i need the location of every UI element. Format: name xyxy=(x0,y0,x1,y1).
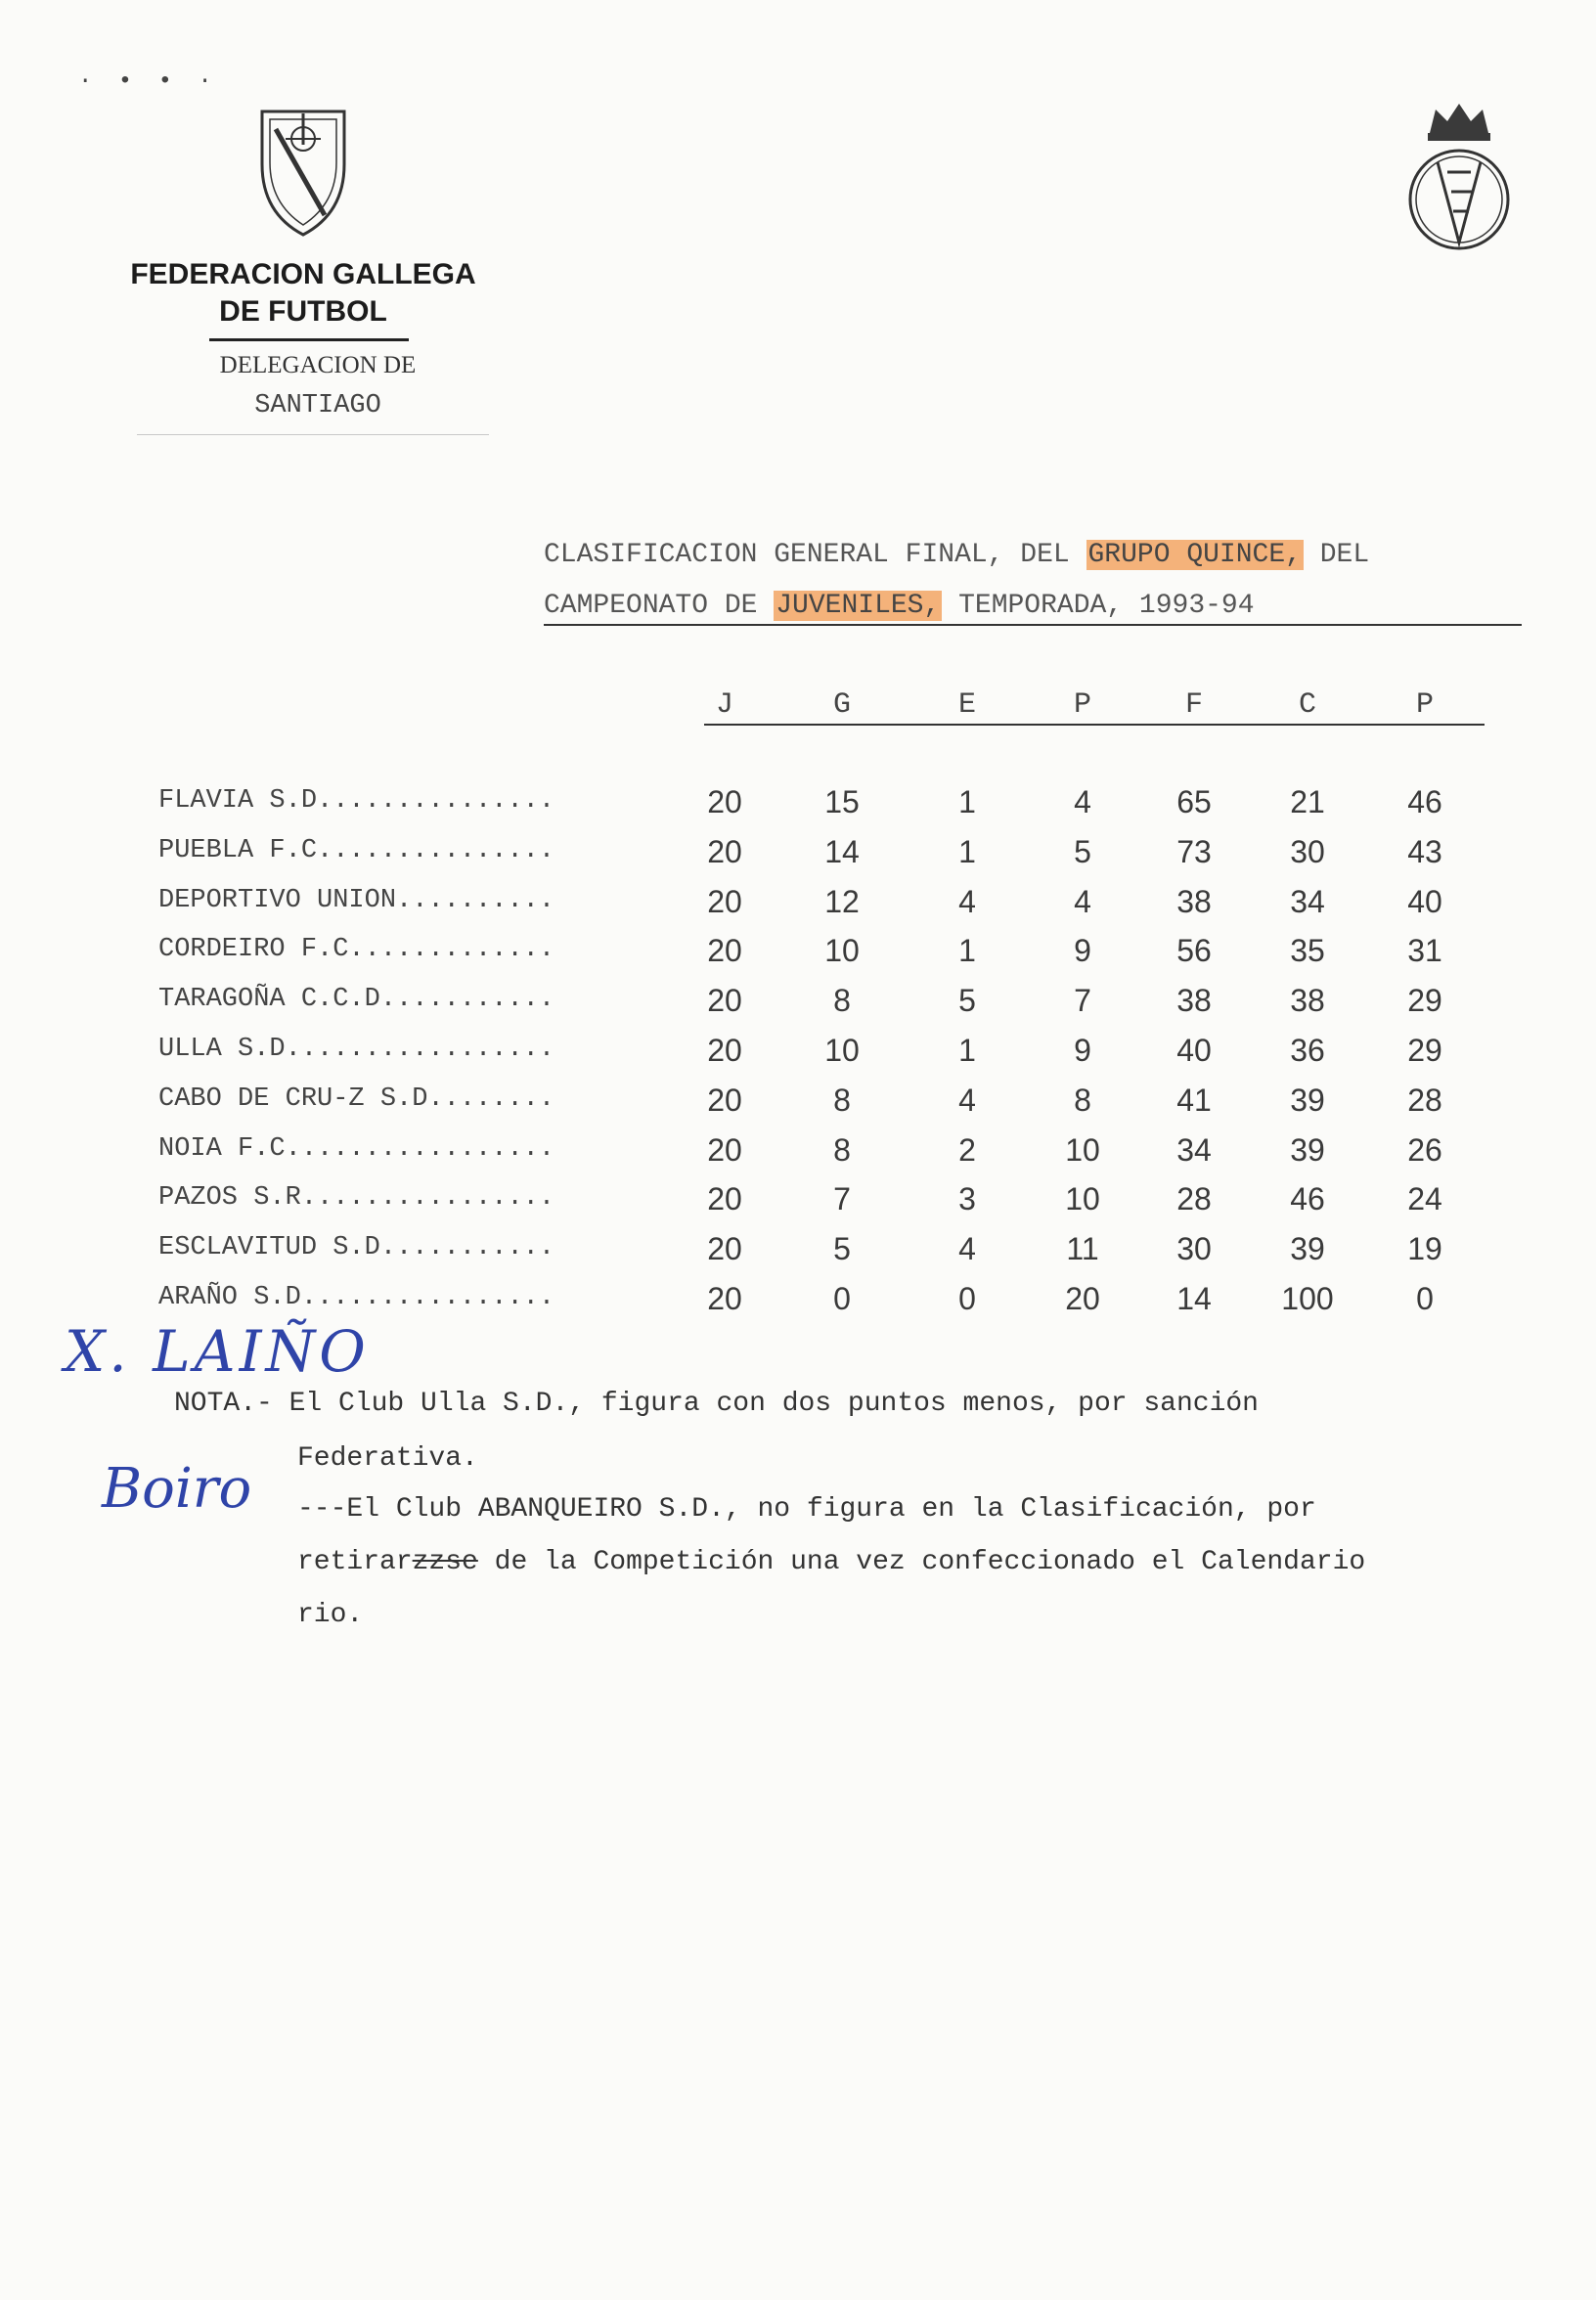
column-header: G xyxy=(832,688,851,722)
table-cell: 4 xyxy=(958,883,976,919)
table-cell: 56 xyxy=(1176,933,1212,969)
table-cell: 20 xyxy=(707,1281,742,1316)
table-cell: 10 xyxy=(824,933,860,969)
table-cell: 20 xyxy=(707,1082,742,1118)
table-cell: 20 xyxy=(707,1181,742,1217)
federation-name-line2: DE FUTBOL xyxy=(219,295,387,328)
column-header: P xyxy=(1073,688,1091,722)
table-cell: 4 xyxy=(1074,784,1091,819)
team-name: ARAÑO S.D................ xyxy=(158,1283,555,1312)
table-cell: 10 xyxy=(1065,1181,1100,1217)
federacion-gallega-shield-icon xyxy=(256,106,350,239)
team-name: PAZOS S.R................ xyxy=(158,1183,555,1214)
heading-line1-end: DEL xyxy=(1303,540,1370,570)
table-cell: 3 xyxy=(958,1181,976,1217)
column-header: P xyxy=(1415,688,1434,722)
table-cell: 30 xyxy=(1176,1231,1212,1267)
table-cell: 41 xyxy=(1176,1082,1212,1118)
heading-line2 xyxy=(544,591,1255,621)
table-cell: 19 xyxy=(1407,1231,1442,1267)
note-line4-start: retirar xyxy=(297,1547,413,1577)
table-cell: 28 xyxy=(1176,1181,1212,1217)
table-cell: 39 xyxy=(1290,1082,1325,1118)
table-cell: 0 xyxy=(958,1281,976,1316)
table-cell: 29 xyxy=(1407,983,1442,1019)
table-cell: 12 xyxy=(824,883,860,919)
table-cell: 9 xyxy=(1074,1033,1091,1068)
federation-name xyxy=(59,256,548,331)
table-cell: 73 xyxy=(1176,833,1212,869)
note-line4-end: de la Competición una vez confeccionado el Calendario xyxy=(477,1547,1366,1577)
column-header: E xyxy=(957,688,976,722)
team-name: ESCLAVITUD S.D........... xyxy=(158,1233,555,1263)
table-cell: 28 xyxy=(1407,1082,1442,1118)
table-cell: 24 xyxy=(1407,1181,1442,1217)
table-header-rule xyxy=(704,724,1485,726)
table-cell: 38 xyxy=(1176,983,1212,1019)
table-cell: 40 xyxy=(1407,883,1442,919)
heading-line1 xyxy=(544,540,1369,570)
table-cell: 7 xyxy=(1074,983,1091,1019)
table-cell: 5 xyxy=(1074,833,1091,869)
heading-underline xyxy=(544,624,1522,626)
table-cell: 20 xyxy=(707,1131,742,1168)
table-cell: 20 xyxy=(707,933,742,969)
rfef-crest-icon xyxy=(1400,90,1518,254)
column-header: J xyxy=(715,688,733,722)
table-cell: 39 xyxy=(1290,1231,1325,1267)
table-cell: 9 xyxy=(1074,933,1091,969)
table-cell: 46 xyxy=(1407,784,1442,819)
column-header: F xyxy=(1184,688,1203,722)
team-name: FLAVIA S.D............... xyxy=(158,786,555,816)
heading-line2-season: TEMPORADA, 1993-94 xyxy=(942,591,1255,621)
table-cell: 20 xyxy=(707,983,742,1019)
table-cell: 8 xyxy=(833,983,851,1019)
note-line4 xyxy=(297,1547,1365,1577)
note-line1: NOTA.- El Club Ulla S.D., figura con dos puntos menos, por sanción xyxy=(174,1389,1259,1419)
table-cell: 20 xyxy=(707,833,742,869)
delegation-city: SANTIAGO xyxy=(254,391,381,420)
table-cell: 14 xyxy=(824,833,860,869)
table-cell: 1 xyxy=(958,1033,976,1068)
table-cell: 2 xyxy=(958,1131,976,1168)
table-cell: 38 xyxy=(1290,983,1325,1019)
table-cell: 1 xyxy=(958,833,976,869)
table-cell: 5 xyxy=(958,983,976,1019)
handwritten-town: Boiro xyxy=(102,1457,252,1521)
table-cell: 4 xyxy=(958,1082,976,1118)
table-cell: 21 xyxy=(1290,784,1325,819)
team-name: CORDEIRO F.C............. xyxy=(158,935,555,965)
handwritten-name: X. LAIÑO xyxy=(65,1318,370,1385)
team-name: DEPORTIVO UNION.......... xyxy=(158,885,555,915)
column-header: C xyxy=(1298,688,1316,722)
table-cell: 7 xyxy=(833,1181,851,1217)
heading-line1-text: CLASIFICACION GENERAL FINAL, DEL xyxy=(544,540,1086,570)
table-cell: 31 xyxy=(1407,933,1442,969)
table-cell: 39 xyxy=(1290,1131,1325,1168)
heading-highlight-category: JUVENILES, xyxy=(776,591,941,621)
table-cell: 65 xyxy=(1176,784,1212,819)
table-cell: 20 xyxy=(707,784,742,819)
table-cell: 100 xyxy=(1281,1281,1334,1316)
table-cell: 34 xyxy=(1290,883,1325,919)
heading-highlight-group: GRUPO QUINCE, xyxy=(1087,540,1302,570)
table-cell: 1 xyxy=(958,784,976,819)
table-cell: 8 xyxy=(833,1131,851,1168)
note-struck-text: zzse xyxy=(412,1547,478,1577)
table-cell: 14 xyxy=(1176,1281,1212,1316)
table-cell: 35 xyxy=(1290,933,1325,969)
table-cell: 43 xyxy=(1407,833,1442,869)
table-cell: 40 xyxy=(1176,1033,1212,1068)
team-name: CABO DE CRU-Z S.D........ xyxy=(158,1084,555,1114)
table-cell: 20 xyxy=(707,1033,742,1068)
table-cell: 46 xyxy=(1290,1181,1325,1217)
table-cell: 0 xyxy=(1416,1281,1434,1316)
note-line2: Federativa. xyxy=(297,1443,478,1474)
table-cell: 15 xyxy=(824,784,860,819)
table-cell: 36 xyxy=(1290,1033,1325,1068)
letterhead-divider xyxy=(137,434,489,435)
table-cell: 11 xyxy=(1066,1231,1099,1267)
heading-line2-text: CAMPEONATO DE xyxy=(544,591,775,621)
table-cell: 26 xyxy=(1407,1131,1442,1168)
table-cell: 5 xyxy=(833,1231,851,1267)
table-cell: 20 xyxy=(707,883,742,919)
team-name: PUEBLA F.C............... xyxy=(158,835,555,865)
table-cell: 20 xyxy=(1065,1281,1100,1316)
table-cell: 10 xyxy=(1065,1131,1100,1168)
table-cell: 29 xyxy=(1407,1033,1442,1068)
federation-name-line1: FEDERACION GALLEGA xyxy=(130,258,476,290)
letterhead-rule xyxy=(209,338,409,341)
table-cell: 8 xyxy=(833,1082,851,1118)
team-name: TARAGOÑA C.C.D........... xyxy=(158,985,555,1015)
team-name: NOIA F.C................. xyxy=(158,1133,555,1164)
table-cell: 1 xyxy=(958,933,976,969)
table-cell: 0 xyxy=(833,1281,851,1316)
table-cell: 38 xyxy=(1176,883,1212,919)
table-cell: 8 xyxy=(1074,1082,1091,1118)
table-cell: 4 xyxy=(1074,883,1091,919)
delegation-label: DELEGACION DE xyxy=(219,352,417,378)
corner-marks: · • • · xyxy=(78,68,218,95)
table-cell: 34 xyxy=(1176,1131,1212,1168)
table-cell: 20 xyxy=(707,1231,742,1267)
note-line5: rio. xyxy=(297,1600,364,1630)
note-line3: ---El Club ABANQUEIRO S.D., no figura en la Clasificación, por xyxy=(297,1494,1316,1525)
table-cell: 4 xyxy=(958,1231,976,1267)
team-name: ULLA S.D................. xyxy=(158,1035,555,1064)
table-cell: 30 xyxy=(1290,833,1325,869)
table-cell: 10 xyxy=(824,1033,860,1068)
